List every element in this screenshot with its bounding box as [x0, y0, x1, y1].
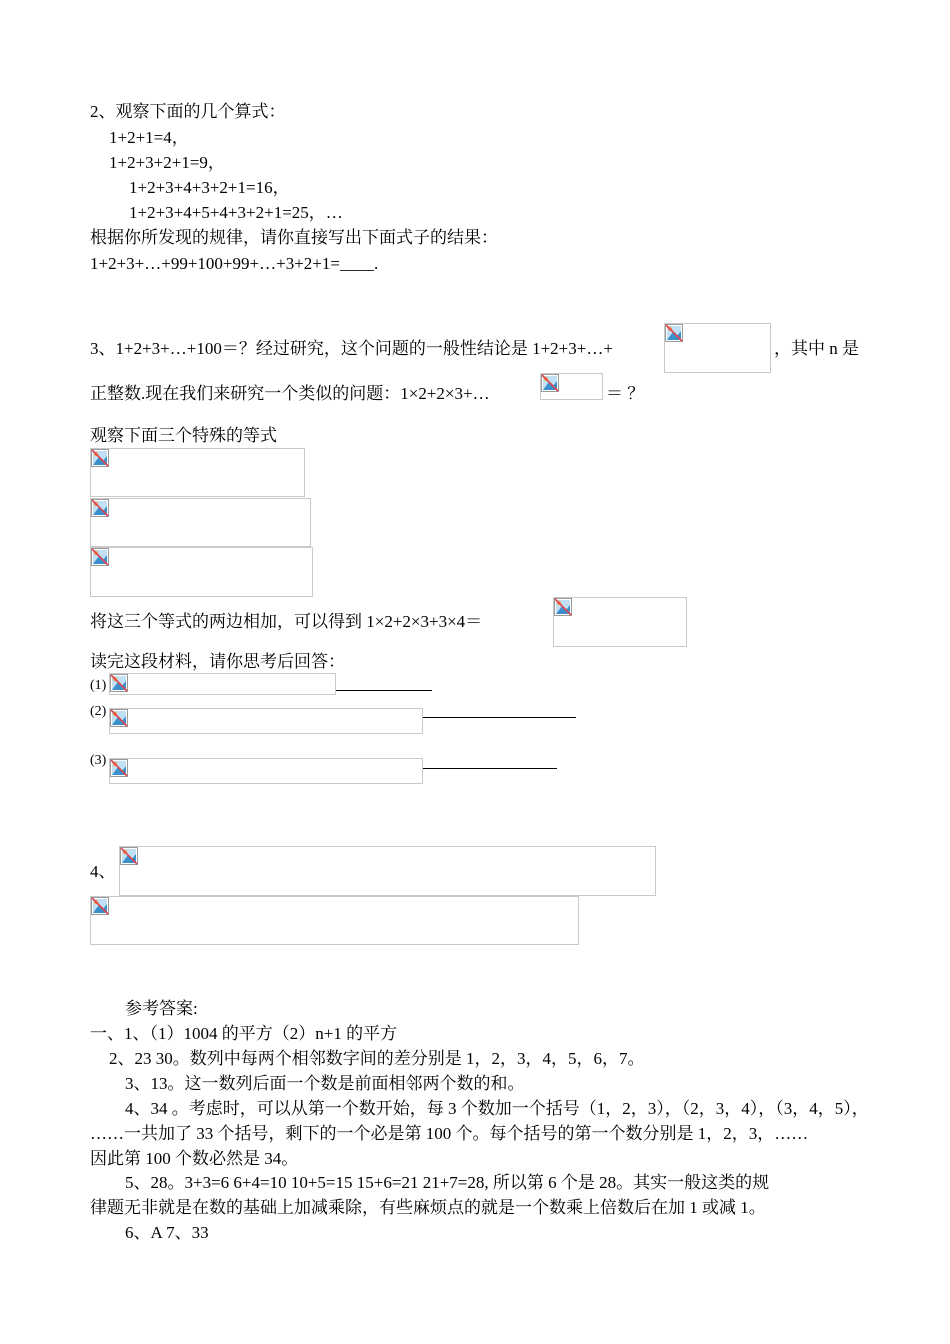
answer-3: 3、13。这一数列后面一个数是前面相邻两个数的和。 — [125, 1074, 525, 1093]
q2-equation-3: 1+2+3+4+3+2+1=16， — [129, 178, 290, 197]
q3-sum-text: 将这三个等式的两边相加，可以得到 1×2+2×3+3×4＝ — [90, 612, 483, 631]
image-placeholder-icon — [120, 847, 138, 865]
q3-sub-1-image — [109, 673, 336, 695]
q4-question-image — [119, 846, 656, 896]
q3-equation-image-1 — [90, 448, 305, 497]
answer-1: 一、1、（1）1004 的平方（2）n+1 的平方 — [90, 1024, 398, 1043]
q3-sub-2-answer-line — [423, 717, 576, 718]
answer-4-line-2: ……一共加了 33 个括号，剩下的一个必是第 100 个。每个括号的第一个数分别是 1，2，3，…… — [90, 1124, 809, 1143]
q3-sub-1-answer-line — [336, 690, 432, 691]
q3-sub-3-label: (3) — [90, 753, 107, 768]
q3-sub-1-label: (1) — [90, 678, 107, 693]
q3-equation-image-3 — [90, 547, 313, 597]
q3-observe: 观察下面三个特殊的等式 — [90, 426, 277, 445]
q3-sub-2-label: (2) — [90, 704, 107, 719]
q2-title: 2、观察下面的几个算式： — [90, 102, 286, 121]
q3-line-2-end: ＝ ？ — [606, 384, 645, 403]
answer-4-line-3: 因此第 100 个数必然是 34。 — [90, 1149, 299, 1168]
q3-formula-image — [664, 323, 771, 373]
q2-equation-1: 1+2+1=4， — [109, 128, 189, 147]
answer-6-7: 6、A 7、33 — [125, 1223, 209, 1242]
q2-equation-4: 1+2+3+4+5+4+3+2+1=25，… — [129, 203, 343, 222]
image-placeholder-icon — [91, 548, 109, 566]
q3-sub-3-answer-line — [423, 768, 557, 769]
q3-sub-3-image — [109, 758, 423, 784]
image-placeholder-icon — [91, 499, 109, 517]
q2-prompt: 根据你所发现的规律，请你直接写出下面式子的结果： — [90, 228, 498, 247]
q2-answer-blank: ____ — [339, 254, 374, 273]
q4-figure-image — [90, 896, 579, 945]
image-placeholder-icon — [110, 759, 128, 777]
answers-heading: 参考答案: — [125, 999, 198, 1018]
image-placeholder-icon — [541, 374, 559, 392]
image-placeholder-icon — [665, 324, 683, 342]
image-placeholder-icon — [554, 598, 572, 616]
image-placeholder-icon — [91, 897, 109, 915]
q3-line-1-end: ，其中 n 是 — [774, 339, 859, 358]
q2-expression — [90, 254, 378, 274]
q3-line-1: 3、1+2+3+…+100＝？经过研究，这个问题的一般性结论是 1+2+3+…+ — [90, 339, 613, 358]
answer-5-line-2: 律题无非就是在数的基础上加减乘除，有些麻烦点的就是一个数乘上倍数后在加 1 或减 1。 — [90, 1198, 766, 1217]
q3-term-image — [540, 373, 603, 400]
q3-read-prompt: 读完这段材料，请你思考后回答： — [90, 652, 345, 671]
image-placeholder-icon — [91, 449, 109, 467]
answer-2: 2、23 30。数列中每两个相邻数字间的差分别是 1，2，3，4，5，6，7。 — [109, 1049, 645, 1068]
q3-sum-image — [553, 597, 687, 647]
q2-equation-2: 1+2+3+2+1=9， — [109, 153, 225, 172]
answer-5-line-1: 5、28。3+3=6 6+4=10 10+5=15 15+6=21 21+7=28, 所以第 6 个是 28。其实一般这类的规 — [125, 1173, 770, 1192]
q3-line-2: 正整数.现在我们来研究一个类似的问题：1×2+2×3+… — [90, 384, 490, 403]
answer-4-line-1: 4、34 。考虑时，可以从第一个数开始，每 3 个数加一个括号（1，2，3），（2，3，4），（3，4，5）， — [125, 1099, 869, 1118]
image-placeholder-icon — [110, 674, 128, 692]
q3-sub-2-image — [109, 708, 423, 734]
q2-expression-text: 1+2+3+…+99+100+99+…+3+2+1= — [90, 254, 340, 273]
q4-label: 4、 — [90, 862, 116, 881]
q3-equation-image-2 — [90, 498, 311, 547]
image-placeholder-icon — [110, 709, 128, 727]
q2-period: . — [373, 254, 379, 273]
